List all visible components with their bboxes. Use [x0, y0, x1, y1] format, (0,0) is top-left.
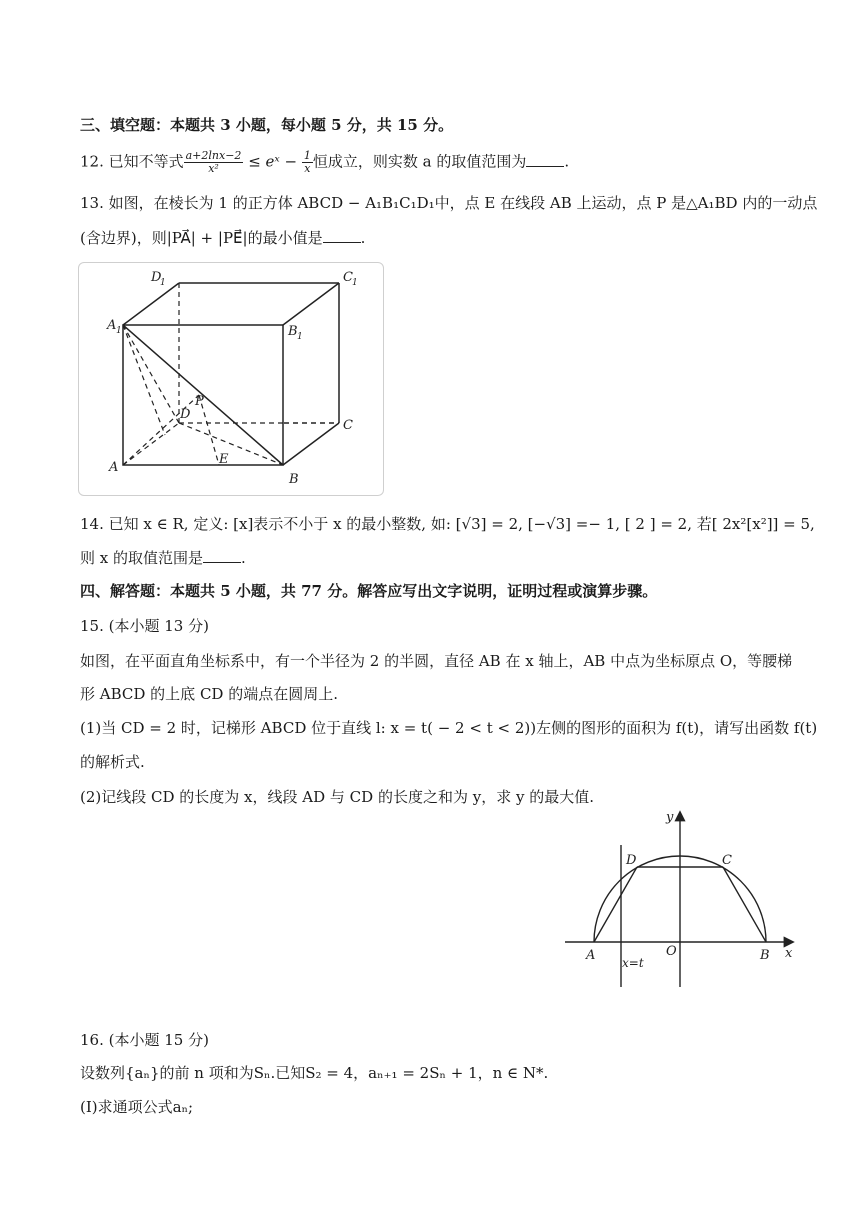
q14-line-2-text: 则 x 的取值范围是	[80, 549, 203, 567]
question-12	[80, 150, 569, 175]
edge-d-b-dashed	[179, 423, 283, 465]
q16-line-1: 设数列{aₙ}的前 n 项和为Sₙ.已知S₂ = 4，aₙ₊₁ = 2Sₙ + 1，n ∈ N*.	[80, 1064, 549, 1082]
q12-fraction-2	[302, 150, 313, 175]
q13-line-2	[80, 228, 365, 248]
q14-answer-blank	[203, 548, 241, 563]
q12-frac2-denominator: x	[304, 162, 311, 175]
section-4-title: 四、解答题：本题共 5 小题，共 77 分。解答应写出文字说明，证明过程或演算步骤。	[80, 582, 658, 600]
q12-prefix: 12. 已知不等式	[80, 152, 184, 171]
label-b1: B	[288, 324, 298, 339]
q13-line-1: 13. 如图，在棱长为 1 的正方体 ABCD − A₁B₁C₁D₁中，点 E 在线段 AB 上运动，点 P 是△A₁BD 内的一动点	[80, 194, 818, 212]
label-c1: C	[343, 270, 353, 285]
q12-end: .	[564, 152, 570, 171]
edge-b-c	[283, 423, 339, 465]
label-c1-sub: 1	[352, 278, 358, 288]
cube-figure	[78, 262, 384, 496]
label-c: C	[343, 418, 353, 433]
q15-part-1-line-2: 的解析式.	[80, 753, 145, 771]
q16-part-1: (Ⅰ)求通项公式aₙ;	[80, 1098, 194, 1116]
q16-header: 16. (本小题 15 分)	[80, 1031, 209, 1049]
cube-diagram	[79, 263, 383, 495]
q12-answer-blank	[526, 152, 564, 167]
label-e: E	[219, 452, 229, 467]
label-a: A	[109, 460, 119, 475]
q14-line-1: 14. 已知 x ∈ R, 定义: [x]表示不小于 x 的最小整数, 如: [√3] = 2, [−√3] =− 1, [ 2 ] = 2, 若[ 2x²[x²]] = 5,	[80, 515, 815, 533]
label-x-axis: x	[785, 946, 793, 961]
label-p: P	[195, 394, 204, 409]
label-b-point: B	[760, 948, 770, 963]
label-c-point: C	[722, 853, 732, 868]
segment-ad	[594, 867, 637, 942]
label-a-point: A	[586, 948, 596, 963]
q13-end: .	[360, 229, 366, 247]
semicircle-figure	[560, 805, 805, 995]
q12-frac2-numerator: 1	[303, 149, 311, 162]
q15-line-2: 形 ABCD 的上底 CD 的端点在圆周上.	[80, 685, 338, 703]
q12-suffix: 恒成立，则实数 a 的取值范围为	[312, 152, 527, 171]
edge-a1-d-dashed	[123, 325, 179, 423]
q12-frac-denominator: x²	[208, 162, 219, 175]
label-d1-sub: 1	[160, 278, 166, 288]
label-o-origin: O	[666, 944, 677, 959]
q15-header: 15. (本小题 13 分)	[80, 617, 209, 635]
label-b1-sub: 1	[297, 332, 303, 342]
q15-line-1: 如图，在平面直角坐标系中，有一个半径为 2 的半圆，直径 AB 在 x 轴上，AB 中点为坐标原点 O，等腰梯	[80, 652, 793, 670]
label-d: D	[180, 407, 191, 422]
q12-mid: ≤ eˣ −	[243, 152, 302, 171]
q14-line-2	[80, 548, 246, 568]
q15-part-2: (2)记线段 CD 的长度为 x，线段 AD 与 CD 的长度之和为 y，求 y 的最大值.	[80, 788, 594, 806]
section-3-title: 三、填空题：本题共 3 小题，每小题 5 分，共 15 分。	[80, 116, 454, 134]
q13-line-2-text: (含边界)，则|PA⃗| + |PE⃗|的最小值是	[80, 229, 323, 247]
edge-b1-c1	[283, 283, 339, 325]
edge-a1-p-dashed	[123, 325, 165, 435]
q13-answer-blank	[323, 228, 361, 243]
segment-cb	[723, 867, 766, 942]
q15-part-1-line-1: (1)当 CD = 2 时，记梯形 ABCD 位于直线 l: x = t( − 2 < t < 2))左侧的图形的面积为 f(t)，请写出函数 f(t)	[80, 719, 818, 737]
edge-a-d-dashed	[123, 423, 179, 465]
q14-end: .	[241, 549, 246, 567]
label-y-axis: y	[666, 810, 674, 825]
label-x-equals-t: x=t	[622, 956, 644, 970]
label-d-point: D	[626, 853, 637, 868]
label-d1: D	[151, 270, 162, 285]
label-a1: A	[107, 318, 117, 333]
label-b: B	[289, 472, 299, 487]
q12-fraction	[184, 150, 244, 175]
edge-a1-d1	[123, 283, 179, 325]
q12-frac-numerator: a+2lnx−2	[185, 149, 242, 162]
label-a1-sub: 1	[116, 326, 122, 336]
semicircle-diagram	[560, 805, 805, 995]
edge-a-p-dashed	[123, 395, 199, 465]
